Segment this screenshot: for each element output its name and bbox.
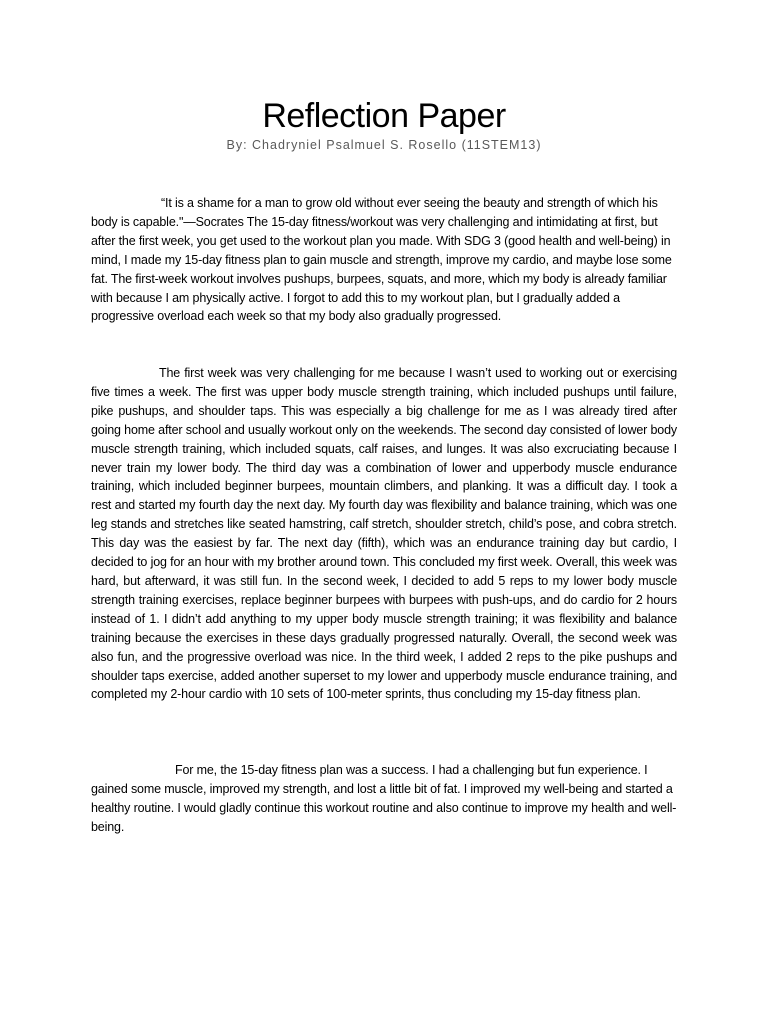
paragraph-conclusion: For me, the 15-day fitness plan was a success. I had a challenging but fun experience. I gained some muscle, improved my strength, and lost a little bit of fat. I improved my well-being and started a healthy routine. I would gladly continue this workout routine and also continue to improve my health and well-being. — [91, 763, 677, 834]
paragraph-body: The first week was very challenging for me because I wasn’t used to working out or exercising five times a week. The first was upper body muscle strength training, which included pushups until failure, pike pushups, and shoulder taps. This was especially a big challenge for me as I was already tired after going home after school and usually workout only on the weekends. The second day consisted of lower body muscle strength training, which included squats, calf raises, and lunges. It was also excruciating because I never train my lower body. The third day was a combination of lower and upperbody muscle endurance training, which included beginner burpees, mountain climbers, and planking. It was a difficult day. I took a rest and started my fourth day the next day. My fourth day was flexibility and balance training, which was one leg stands and stretches like seated hamstring, calf stretch, shoulder stretch, child’s pose, and cobra stretch. This day was the easiest by far. The next day (fifth), which was an endurance training day but cardio, I decided to jog for an hour with my brother around town. This concluded my first week. Overall, this week was hard, but afterward, it was still fun. In the second week, I decided to add 5 reps to my lower body muscle strength training exercises, replace beginner burpees with burpees with push-ups, and do cardio for 2 hours instead of 1. I didn’t add anything to my upper body muscle strength training; it was flexibility and balance training because the exercises in these days gradually progressed naturally. Overall, the second week was also fun, and the progressive overload was nice. In the third week, I added 2 reps to the pike pushups and shoulder taps exercise, added another superset to my lower and upperbody muscle endurance training, and completed my 2-hour cardio with 10 sets of 100-meter sprints, thus concluding my 15-day fitness plan. — [91, 366, 677, 702]
paragraph-intro: “It is a shame for a man to grow old without ever seeing the beauty and strength of which his body is capable."—Socrates The 15-day fitness/workout was very challenging and intimidating at first, but after the first week, you get used to the workout plan you made. With SDG 3 (good health and well-being) in mind, I made my 15-day fitness plan to gain muscle and strength, improve my cardio, and maybe lose some fat. The first-week workout involves pushups, burpees, squats, and more, which my body is already familiar with because I am physically active. I forgot to add this to my workout plan, but I gradually added a progressive overload each week so that my body also gradually progressed. — [91, 196, 672, 324]
page-title: Reflection Paper — [262, 97, 506, 135]
author-byline: By: Chadryniel Psalmuel S. Rosello (11STEM13) — [226, 138, 542, 152]
